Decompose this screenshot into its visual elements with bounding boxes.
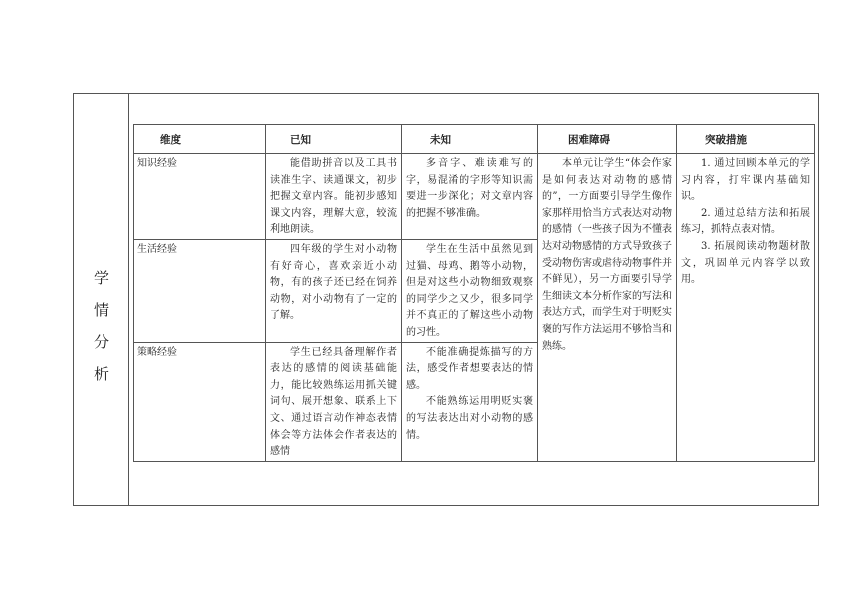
unknown-text: 不能准确提炼描写的方法，感受作者想要表达的情感。 <box>406 346 533 391</box>
side-title-cell <box>74 94 129 505</box>
unknown-text: 学生在生活中虽然见到过猫、母鸡、鹅等小动物，但是对这些小动物细致观察的同学少之又少，很多同学并不真正的了解这些小动物的习性。 <box>406 243 533 338</box>
dimension-cell: 知识经验 <box>134 154 266 240</box>
known-cell <box>266 154 402 240</box>
header-unknown: 未知 <box>402 125 538 154</box>
difficulty-cell <box>538 154 677 462</box>
side-title-char: 情 <box>93 301 109 319</box>
side-title-char: 析 <box>93 365 109 383</box>
measure-item: 2. 通过总结方法和拓展练习，抓特点表对情。 <box>681 207 810 236</box>
measure-item: 3. 拓展阅读动物题材散文，巩固单元内容学以致用。 <box>681 240 810 286</box>
unknown-cell <box>402 239 538 342</box>
analysis-table <box>133 124 815 462</box>
header-difficulty: 困难障碍 <box>538 125 677 154</box>
unknown-cell <box>402 342 538 461</box>
header-measures: 突破措施 <box>677 125 815 154</box>
table-row <box>134 154 815 240</box>
dimension-cell: 策略经验 <box>134 342 266 461</box>
unknown-text: 多音字、难读难写的字，易混淆的字形等知识需要进一步深化；对文章内容的把握不够准确。 <box>406 158 533 219</box>
side-title-char: 学 <box>93 269 109 287</box>
measure-item: 1. 通过回顾本单元的学习内容，打牢课内基础知识。 <box>681 158 810 203</box>
dimension-cell: 生活经验 <box>134 239 266 342</box>
difficulty-text: 本单元让学生“体会作家是如何表达对动物的感情的”，一方面要引导学生像作家那样用恰当方式表达对动物的感情（一些孩子因为不懂表达对动物感情的方式导致孩子受动物伤害或虐待动物事件并不鲜见），另一方面要引导学生细读文本分析作家的写法和表达方式，而学生对于明贬实褒的写作方法运用不够恰当和熟练。 <box>542 158 672 352</box>
header-dimension: 维度 <box>134 125 266 154</box>
unknown-text: 不能熟练运用明贬实褒的写法表达出对小动物的感情。 <box>406 396 533 441</box>
unknown-cell <box>402 154 538 240</box>
known-text: 能借助拼音以及工具书读准生字、读通课文，初步把握文章内容。能初步感知课文内容，理解大意，较流利地朗读。 <box>270 158 397 236</box>
measures-cell <box>677 154 815 462</box>
side-title-char: 分 <box>93 333 109 351</box>
side-title <box>74 262 129 390</box>
known-text: 学生已经具备理解作者表达的感情的阅读基础能力，能比较熟练运用抓关键词句、展开想象、联系上下文、通过语言动作神态表情体会等方法体会作者表达的感情 <box>270 346 397 458</box>
known-cell <box>266 342 402 461</box>
header-row <box>134 125 815 154</box>
known-cell <box>266 239 402 342</box>
known-text: 四年级的学生对小动物有好奇心，喜欢亲近小动物，有的孩子还已经在饲养动物，对小动物有了一定的了解。 <box>270 243 397 322</box>
header-known: 已知 <box>266 125 402 154</box>
